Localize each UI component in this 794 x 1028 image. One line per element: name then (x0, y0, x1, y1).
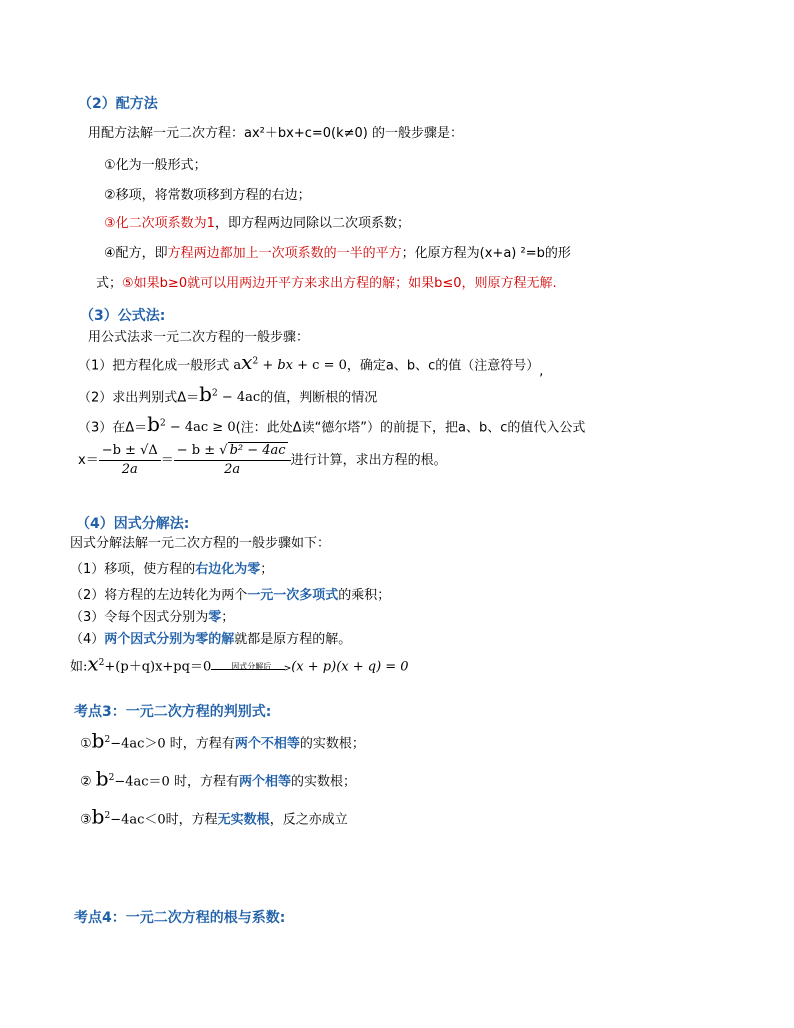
discriminant-expr: $b^2 - 4ac$ (199, 382, 261, 407)
formula-denominator-2: 2a (224, 462, 241, 477)
discriminant-condition: $b^2 - 4ac \ge 0$ (147, 412, 236, 437)
case-1-end: 的实数根； (299, 736, 365, 752)
formula-numerator-2-prefix: − b ± (176, 443, 220, 458)
formula-fraction-2 (174, 442, 291, 479)
factor-step-2-highlight: 一元一次多项式 (247, 588, 339, 603)
step-5-start: 式； (96, 276, 123, 291)
step-3 (104, 214, 410, 234)
formula-equals: ＝ (160, 453, 174, 468)
factor-step-1 (70, 560, 273, 580)
quadratic-formula (78, 442, 447, 479)
step-5 (96, 274, 557, 294)
factor-step-4 (70, 630, 351, 650)
factor-example-label: 如: (70, 659, 88, 675)
section-3-heading: （3）公式法: (80, 308, 166, 324)
case-1-highlight: 两个不相等 (234, 736, 300, 752)
formula-step-1-text: （1）把方程化成一般形式 (78, 358, 230, 374)
factor-example: 如$:x^2+(p+q)x+pq=0$ 因式分解后 > (x + p)(x + q) = 0 (70, 652, 409, 678)
discriminant-case-1: $①b^2-4ac>0$ 时，方程有两个不相等的实数根； (80, 728, 365, 753)
step-2: ②移项，将常数项移到方程的右边； (104, 188, 311, 203)
factor-step-2-a: （2）将方程的左边转化为两个 (70, 588, 248, 603)
case-3-text: −4ac＜0时，方程 (110, 812, 218, 828)
kaodian-3-heading: 考点3：一元二次方程的判别式: (74, 704, 272, 720)
formula-step-2-text-2: 的值，判断根的情况 (260, 390, 378, 406)
discriminant-case-3: $③b^2-4ac<0$时，方程无实数根，反之亦成立 (80, 804, 348, 829)
formula-x: x＝ (78, 453, 99, 468)
case-2-marker: ② (80, 774, 96, 790)
general-form-equation: $ax^2$ + bx + c = 0 (229, 350, 347, 375)
case-2-highlight: 两个相等 (238, 774, 291, 790)
factor-step-3-a: （3）令每个因式分别为 (70, 610, 209, 625)
section-4-heading: （4）因式分解法: (76, 516, 190, 532)
formula-step-1 (78, 350, 543, 378)
formula-step-1-text-2: ，确定a、b、c的值（注意符号） (346, 358, 540, 374)
factor-step-3 (70, 608, 234, 628)
factor-step-4-highlight: 两个因式分别为零的解 (104, 632, 235, 647)
factor-step-1-a: （1）移项，使方程的 (70, 562, 196, 577)
factor-step-2 (70, 586, 390, 606)
section-2-heading: （2）配方法 (78, 96, 158, 112)
step-4 (104, 244, 571, 264)
section-3-intro: 用公式法求一元二次方程的一般步骤： (88, 330, 310, 345)
factor-step-3-highlight: 零 (208, 610, 222, 625)
formula-step-3-text-2: (注：此处Δ读“德尔塔”）的前提下，把a、b、c的值代入公式 (235, 420, 586, 436)
formula-radicand: b² − 4ac (229, 443, 286, 458)
discriminant-case-2: ② $b^2-4ac=0$ 时，方程有两个相等的实数根； (80, 766, 356, 791)
factor-step-1-c: ； (260, 562, 274, 577)
factor-step-2-c: 的乘积； (338, 588, 391, 603)
factor-example-right: (x + p)(x + q) = 0 (291, 659, 409, 675)
formula-step-2-text: （2）求出判别式Δ＝ (78, 390, 200, 406)
section-2-intro: 用配方法解一元二次方程：ax²＋bx+c=0(k≠0) 的一般步骤是： (88, 126, 463, 141)
step-3-rest: ，即方程两边同除以二次项系数； (214, 216, 410, 231)
step-3-highlight: ③化二次项系数为1 (104, 216, 215, 231)
case-2-end: 的实数根； (290, 774, 356, 790)
factorization-arrow-label: 因式分解后 (231, 661, 272, 671)
formula-step-3 (78, 412, 585, 440)
step-4-start: ④配方，即 (104, 246, 168, 261)
case-1-marker: ① (80, 736, 92, 752)
case-3-highlight: 无实数根 (217, 812, 270, 828)
case-1-text: −4ac＞0 时，方程有 (110, 736, 235, 752)
step-4-highlight: 方程两边都加上一次项系数的一半的平方 (167, 246, 402, 261)
case-3-marker: ③ (80, 812, 92, 828)
formula-numerator-1: −b ± √Δ (99, 442, 161, 461)
formula-denominator-1: 2a (121, 462, 138, 477)
section-4-intro: 因式分解法解一元二次方程的一般步骤如下： (70, 536, 331, 551)
step-4-end: ；化原方程为(x+a) ²=b的形 (401, 246, 571, 261)
case-2-text: −4ac＝0 时，方程有 (114, 774, 239, 790)
formula-step-3-text: （3）在Δ＝ (78, 420, 148, 436)
factor-example-left: +(p＋q)x+pq＝0 (104, 659, 212, 675)
kaodian-4-heading: 考点4：一元二次方程的根与系数: (74, 910, 286, 926)
formula-tail: 进行计算，求出方程的根。 (290, 453, 447, 468)
factor-step-1-highlight: 右边化为零 (195, 562, 261, 577)
factor-step-4-c: 就都是原方程的解。 (234, 632, 352, 647)
formula-numerator-2: − b ± √ b² − 4ac (174, 442, 291, 461)
formula-step-2 (78, 382, 377, 410)
factor-step-3-c: ； (221, 610, 235, 625)
factorization-arrow-icon: 因式分解后 > (211, 660, 291, 674)
step-1: ①化为一般形式； (104, 158, 207, 173)
step-5-highlight: ⑤如果b≥0就可以用两边开平方来求出方程的解；如果b≤0，则原方程无解. (122, 276, 557, 291)
formula-step-1-tail: , (539, 364, 544, 380)
formula-fraction-1 (99, 442, 161, 479)
case-3-end: ，反之亦成立 (269, 812, 348, 828)
factor-step-4-a: （4） (70, 632, 105, 647)
